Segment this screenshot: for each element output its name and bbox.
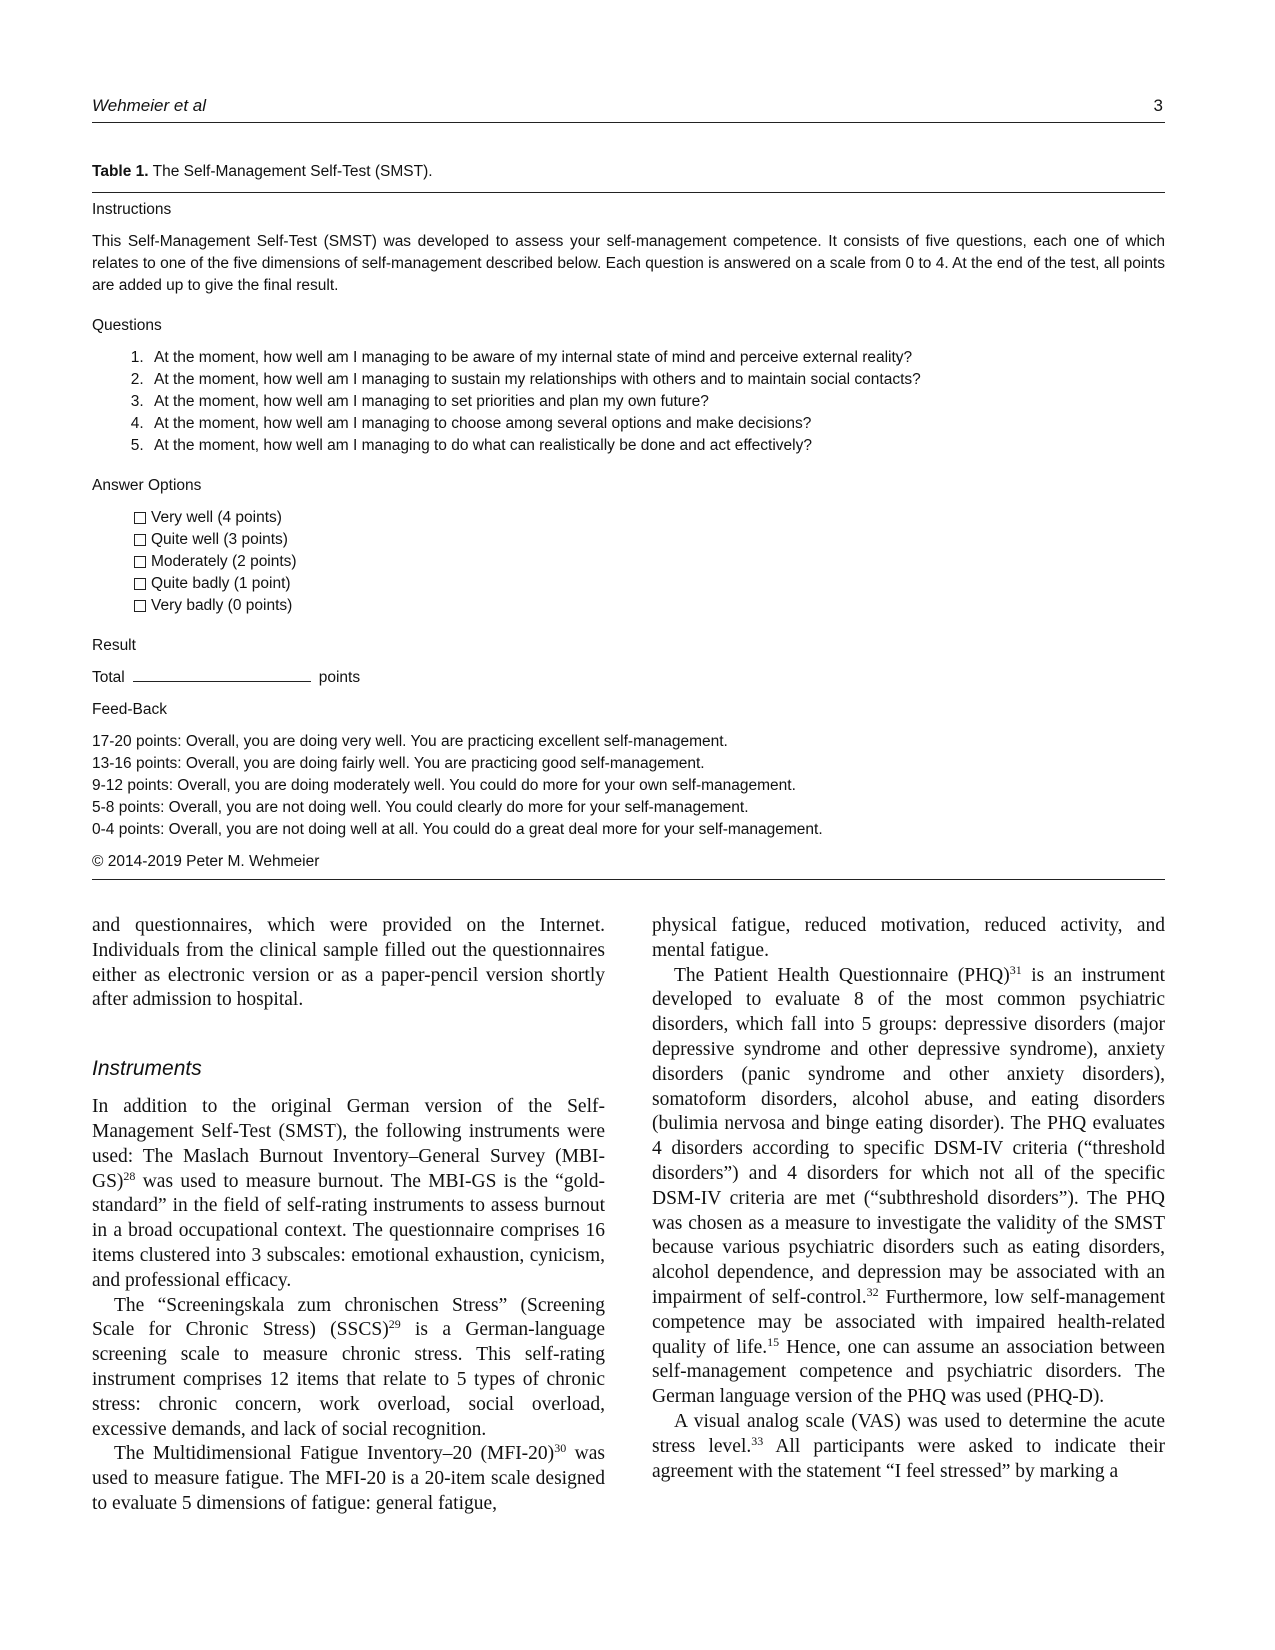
section-heading: Instruments bbox=[92, 1057, 202, 1081]
question-item: 5. At the moment, how well am I managing to do what can realistically be done and act effectively? bbox=[148, 435, 1165, 457]
copyright-notice: © 2014-2019 Peter M. Wehmeier bbox=[92, 849, 1165, 880]
paragraph bbox=[92, 1442, 605, 1516]
reference-superscript: 15 bbox=[767, 1334, 780, 1349]
feedback-item: 13-16 points: Overall, you are doing fairly well. You are practicing good self-management. bbox=[92, 755, 705, 772]
paragraph bbox=[92, 1294, 605, 1443]
paragraph bbox=[92, 1095, 605, 1293]
feedback-item: 5-8 points: Overall, you are not doing well. You could clearly do more for your self-management. bbox=[92, 799, 749, 816]
reference-superscript: 33 bbox=[751, 1433, 764, 1448]
question-item: 3. At the moment, how well am I managing to set priorities and plan my own future? bbox=[148, 391, 1165, 413]
page-number: 3 bbox=[1153, 96, 1163, 115]
answer-option bbox=[134, 529, 1165, 551]
text-span: was used to measure fatigue. The MFI-20 is a 20-item scale designed to evaluate 5 dimensions of fatigue: general fatigue, bbox=[92, 1443, 606, 1514]
paragraph bbox=[652, 1410, 1165, 1484]
answer-option bbox=[134, 551, 1165, 573]
answer-option bbox=[134, 573, 1165, 595]
feedback-label: Feed-Back bbox=[92, 701, 167, 718]
total-line bbox=[92, 665, 1165, 691]
text-span: Furthermore, low self-management competence may be associated with impaired health-related quality of life. bbox=[652, 1286, 1165, 1358]
reference-superscript: 29 bbox=[388, 1317, 401, 1332]
feedback-item: 9-12 points: Overall, you are doing moderately well. You could do more for your own self-management. bbox=[92, 777, 796, 794]
text-span: is a German-language screening scale to measure chronic stress. This self-rating instrument comprises 12 items that relate to 5 types of chronic stress: chronic concern, work overload, social overload, excessive demands, and lack of social recognition. bbox=[92, 1319, 605, 1440]
checkbox-icon[interactable] bbox=[134, 512, 146, 524]
table-label: Table 1. bbox=[92, 163, 149, 180]
running-header bbox=[92, 92, 1165, 123]
answer-option bbox=[134, 507, 1165, 529]
answer-option-label: Very well (4 points) bbox=[151, 509, 282, 526]
smst-table bbox=[92, 158, 1165, 880]
text-span: All participants were asked to indicate their agreement with the statement “I feel stressed” by marking a bbox=[652, 1435, 1165, 1482]
feedback-item: 0-4 points: Overall, you are not doing well at all. You could do a great deal more for your self-management. bbox=[92, 821, 823, 838]
body-columns bbox=[92, 914, 1165, 1534]
table-caption bbox=[92, 158, 1165, 193]
answer-option bbox=[134, 595, 1165, 617]
text-span: The “Screeningskala zum chronischen Stress” (Screening Scale for Chronic Stress) (SSCS) bbox=[92, 1294, 605, 1341]
reference-superscript: 31 bbox=[1009, 962, 1022, 977]
reference-superscript: 32 bbox=[866, 1284, 879, 1299]
questions-label: Questions bbox=[92, 317, 162, 334]
checkbox-icon[interactable] bbox=[134, 600, 146, 612]
answer-option-label: Quite badly (1 point) bbox=[151, 575, 291, 592]
text-span: In addition to the original German version of the Self-Management Self-Test (SMST), the following instruments were used: The Maslach Burnout Inventory–General Survey (MBI-GS) bbox=[92, 1096, 605, 1192]
question-item: 1. At the moment, how well am I managing to be aware of my internal state of mind and perceive external reality? bbox=[148, 347, 1165, 369]
feedback-list bbox=[92, 731, 1165, 841]
instructions-text: This Self-Management Self-Test (SMST) was developed to assess your self-management competence. It consists of five questions, each one of which relates to one of the five dimensions of self-management described below. Each question is answered on a scale from 0 to 4. At the end of the test, all points are added up to give the final result. bbox=[92, 233, 1165, 294]
checkbox-icon[interactable] bbox=[134, 556, 146, 568]
answer-options-label: Answer Options bbox=[92, 477, 202, 494]
left-column bbox=[92, 914, 605, 1517]
instructions-label: Instructions bbox=[92, 201, 172, 218]
text-span: is an instrument developed to evaluate 8 of the most common psychiatric disorders, which fall into 5 groups: depressive disorders (major depressive syndrome and other depressive syndrome), anxiety disorders (panic syndrome and other anxiety disorders), somatoform disorders, alcohol abuse, and eating disorders (bulimia nervosa and binge eating disorder). The PHQ evaluates 4 disorders according to specific DSM-IV criteria (“threshold disorders”) and 4 disorders for which not all of the specific DSM-IV criteria are met (“subthreshold disorders”). The PHQ was chosen as a measure to investigate the validity of the SMST because various psychiatric disorders such as eating disorders, alcohol dependence, and depression may be associated with an impairment of self-control. bbox=[652, 964, 1165, 1308]
answer-option-label: Quite well (3 points) bbox=[151, 531, 288, 548]
running-head-authors: Wehmeier et al bbox=[92, 96, 207, 115]
text-span: The Patient Health Questionnaire (PHQ) bbox=[674, 964, 1010, 986]
answer-option-label: Very badly (0 points) bbox=[151, 597, 293, 614]
answer-option-label: Moderately (2 points) bbox=[151, 553, 297, 570]
paragraph: physical fatigue, reduced motivation, reduced activity, and mental fatigue. bbox=[652, 915, 1165, 961]
reference-superscript: 30 bbox=[554, 1441, 567, 1456]
feedback-item: 17-20 points: Overall, you are doing very well. You are practicing excellent self-management. bbox=[92, 733, 728, 750]
table-title: The Self-Management Self-Test (SMST). bbox=[152, 163, 433, 180]
questions-list bbox=[92, 347, 1165, 457]
answer-options-list bbox=[134, 507, 1165, 617]
question-item: 2. At the moment, how well am I managing to sustain my relationships with others and to maintain social contacts? bbox=[148, 369, 1165, 391]
paragraph: and questionnaires, which were provided on the Internet. Individuals from the clinical sample filled out the questionnaires either as electronic version or as a paper-pencil version shortly after admission to hospital. bbox=[92, 915, 605, 1011]
total-blank-field[interactable] bbox=[133, 666, 311, 682]
result-label: Result bbox=[92, 637, 136, 654]
text-span: The Multidimensional Fatigue Inventory–20 (MFI-20) bbox=[114, 1443, 555, 1465]
paragraph bbox=[652, 964, 1165, 1410]
checkbox-icon[interactable] bbox=[134, 578, 146, 590]
text-span: Hence, one can assume an association between self-management competence and psychiatric disorders. The German language version of the PHQ was used (PHQ-D). bbox=[652, 1336, 1165, 1408]
checkbox-icon[interactable] bbox=[134, 534, 146, 546]
text-span: was used to measure burnout. The MBI-GS is the “gold-standard” in the field of self-rating instruments to assess burnout in a broad occupational context. The questionnaire comprises 16 items clustered into 3 subscales: emotional exhaustion, cynicism, and professional efficacy. bbox=[92, 1170, 605, 1291]
text-span: A visual analog scale (VAS) was used to determine the acute stress level. bbox=[652, 1410, 1165, 1457]
points-label: points bbox=[318, 669, 361, 686]
reference-superscript: 28 bbox=[123, 1168, 136, 1183]
total-label: Total bbox=[92, 669, 125, 686]
right-column bbox=[652, 914, 1165, 1484]
question-item: 4. At the moment, how well am I managing to choose among several options and make decisions? bbox=[148, 413, 1165, 435]
